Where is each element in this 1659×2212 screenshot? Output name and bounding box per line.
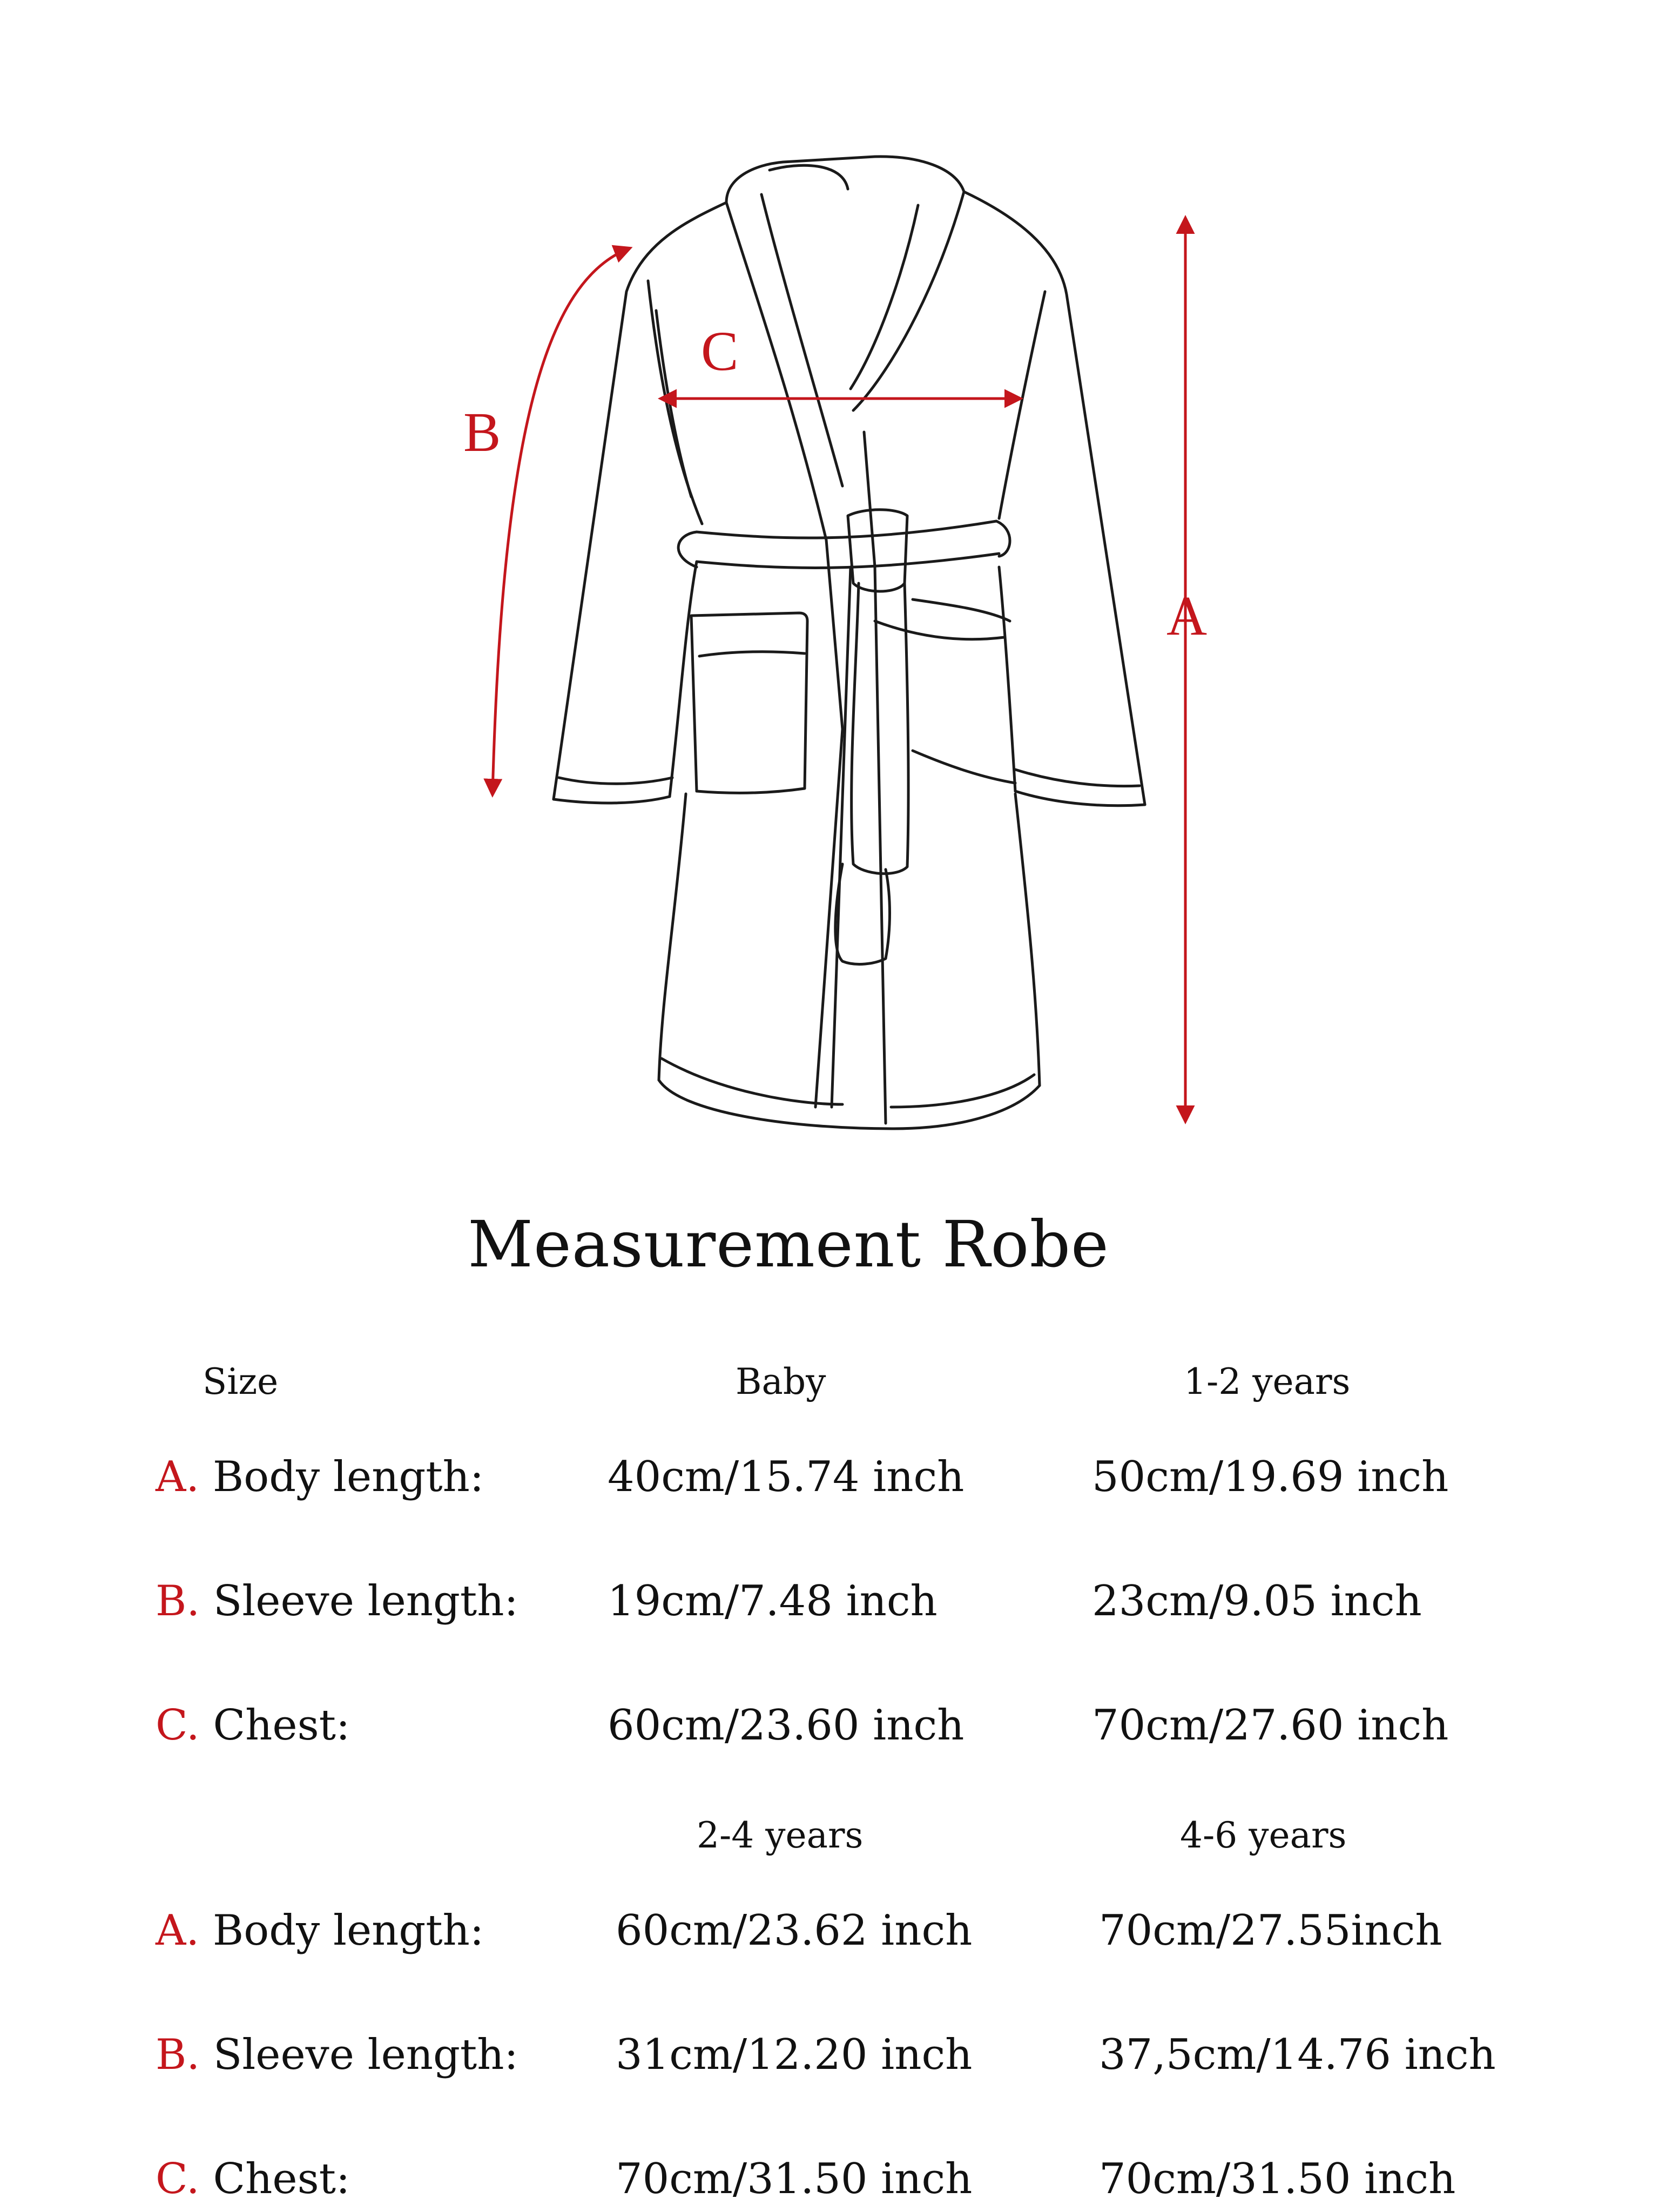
robe-outline	[554, 157, 1145, 1129]
size-header-1-2-years: 1-2 years	[1184, 1361, 1351, 1402]
value-baby-chest: 60cm/23.60 inch	[608, 1701, 965, 1750]
row-label-text: Body length:	[212, 1453, 484, 1501]
row-letter: C.	[156, 2155, 200, 2203]
size-header-4-6-years: 4-6 years	[1180, 1815, 1347, 1856]
row-label-text: Chest:	[213, 1701, 350, 1750]
size-header-baby: Baby	[736, 1361, 826, 1402]
row-label-text: Body length:	[212, 1906, 484, 1955]
row-letter: B.	[156, 2031, 200, 2079]
value-1-2-years-chest: 70cm/27.60 inch	[1092, 1701, 1449, 1750]
row-label-text: Sleeve length:	[213, 1577, 518, 1626]
row-label-sleeve-length	[156, 2031, 518, 2079]
row-label-sleeve-length	[156, 1577, 518, 1626]
row-label-chest	[156, 1701, 350, 1750]
value-1-2-years-sleeve-length: 23cm/9.05 inch	[1092, 1577, 1422, 1626]
value-4-6-years-chest: 70cm/31.50 inch	[1099, 2155, 1456, 2203]
row-label-body-length	[156, 1906, 484, 1955]
value-4-6-years-sleeve-length: 37,5cm/14.76 inch	[1099, 2031, 1496, 2079]
row-label-text: Chest:	[213, 2155, 350, 2203]
value-baby-sleeve-length: 19cm/7.48 inch	[608, 1577, 938, 1626]
row-letter: A.	[156, 1906, 200, 1955]
sleeve-length-arrow	[493, 248, 629, 794]
value-1-2-years-body-length: 50cm/19.69 inch	[1092, 1453, 1449, 1501]
row-label-chest	[156, 2155, 350, 2203]
value-2-4-years-chest: 70cm/31.50 inch	[616, 2155, 973, 2203]
value-2-4-years-sleeve-length: 31cm/12.20 inch	[616, 2031, 973, 2079]
dimension-label-b: B	[463, 401, 501, 463]
value-baby-body-length: 40cm/15.74 inch	[608, 1453, 965, 1501]
row-letter: A.	[156, 1453, 200, 1501]
size-header-2-4-years: 2-4 years	[697, 1815, 864, 1856]
value-4-6-years-body-length: 70cm/27.55inch	[1099, 1906, 1442, 1955]
value-2-4-years-body-length: 60cm/23.62 inch	[616, 1906, 973, 1955]
row-label-text: Sleeve length:	[213, 2031, 518, 2079]
size-column-label: Size	[203, 1361, 279, 1402]
row-letter: C.	[156, 1701, 200, 1750]
row-label-body-length	[156, 1453, 484, 1501]
dimension-label-c: C	[701, 320, 739, 382]
row-letter: B.	[156, 1577, 200, 1626]
measurement-arrows	[493, 219, 1185, 1121]
page-title: Measurement Robe	[468, 1207, 1109, 1282]
dimension-label-a: A	[1166, 585, 1208, 647]
